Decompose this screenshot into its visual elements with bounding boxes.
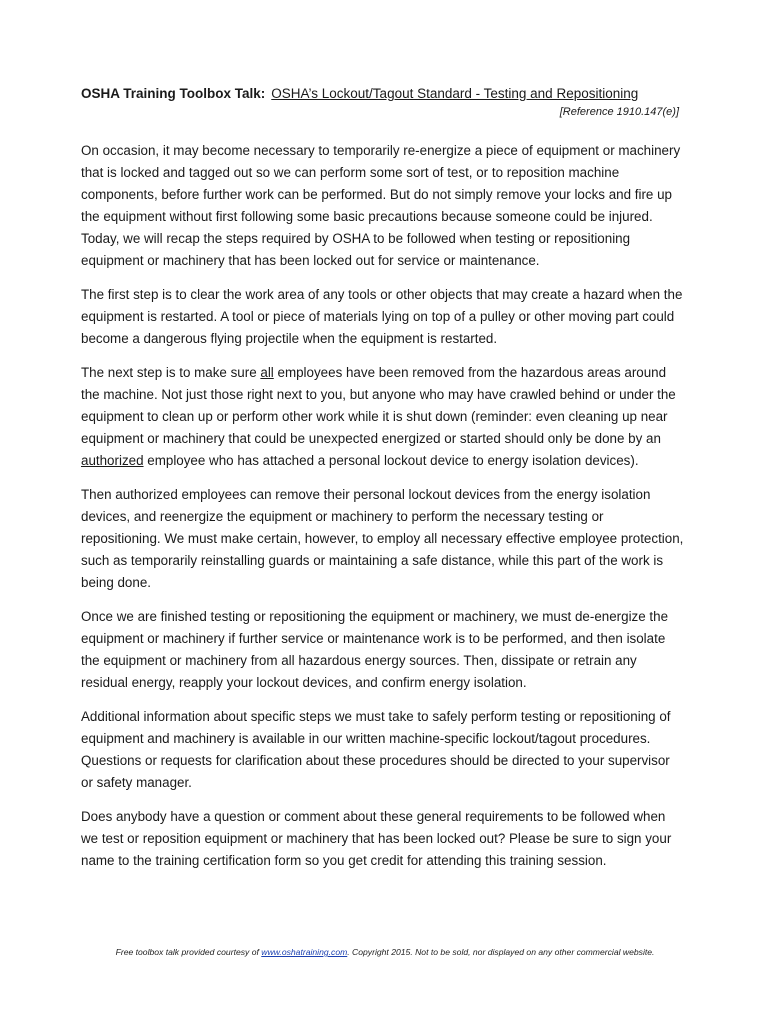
- footer-prefix: Free toolbox talk provided courtesy of: [115, 947, 262, 957]
- reference-citation: [Reference 1910.147(e)]: [559, 106, 679, 118]
- emphasis-authorized: authorized: [81, 453, 144, 468]
- paragraph-clear-work-area: The first step is to clear the work area of any tools or other objects that may create a hazard when the equipment is restarted. A tool or piece of materials lying on top of a pulley or other moving part could become a dangerous flying projectile when the equipment is restarted.: [81, 287, 683, 346]
- document-body: [81, 140, 685, 884]
- footer-website-link[interactable]: www.oshatraining.com: [261, 947, 348, 957]
- paragraph-intro: On occasion, it may become necessary to temporarily re-energize a piece of equipment or machinery that is locked and tagged out so we can perform some sort of test, or to reposition machine components, before further work can be performed. But do not simply remove your locks and fire up the equipment without first following some basic precautions because someone could be injured. Today, we will recap the steps required by OSHA to be followed when testing or repositioning equipment or machinery that has been locked out for service or maintenance.: [81, 143, 681, 268]
- text-run: The next step is to make sure: [81, 365, 261, 380]
- page-footer: [0, 947, 770, 957]
- paragraph-reenergize: Then authorized employees can remove their personal lockout devices from the energy isolation devices, and reenergize the equipment or machinery to perform the necessary testing or repositioning. We must make certain, however, to employ all necessary effective employee protection, such as temporarily reinstalling guards or maintaining a safe distance, while this part of the work is being done.: [81, 487, 684, 590]
- document-title: [81, 85, 638, 103]
- paragraph-de-energize: Once we are finished testing or repositioning the equipment or machinery, we must de-energize the equipment or machinery if further service or maintenance work is to be performed, and then isolate the equipment or machinery from all hazardous energy sources. Then, dissipate or retrain any residual energy, reapply your lockout devices, and confirm energy isolation.: [81, 609, 669, 690]
- footer-suffix: . Copyright 2015. Not to be sold, nor displayed on any other commercial website.: [347, 947, 655, 957]
- title-label: OSHA Training Toolbox Talk:: [81, 86, 266, 101]
- paragraph-questions: Does anybody have a question or comment about these general requirements to be followed when we test or reposition equipment or machinery that has been locked out? Please be sure to sign your name to the training certification form so you get credit for attending this training session.: [81, 809, 672, 868]
- text-run: employees have been removed from the hazardous areas around the machine. Not just those right next to you, but anyone who may have crawled behind or under the equipment to clean up or perform other work while it is shut down (reminder: even cleaning up near equipment or machinery that could be unexpected energized or started should only be done by an: [81, 365, 676, 446]
- paragraph-remove-employees: [81, 362, 685, 472]
- emphasis-all: all: [260, 365, 274, 380]
- paragraph-additional-info: Additional information about specific steps we must take to safely perform testing or repositioning of equipment and machinery is available in our written machine-specific lockout/tagout procedures. Questions or requests for clarification about these procedures should be directed to your supervisor or safety manager.: [81, 709, 671, 790]
- text-run: employee who has attached a personal lockout device to energy isolation devices).: [143, 453, 639, 468]
- title-subject: OSHA’s Lockout/Tagout Standard - Testing and Repositioning: [271, 86, 639, 101]
